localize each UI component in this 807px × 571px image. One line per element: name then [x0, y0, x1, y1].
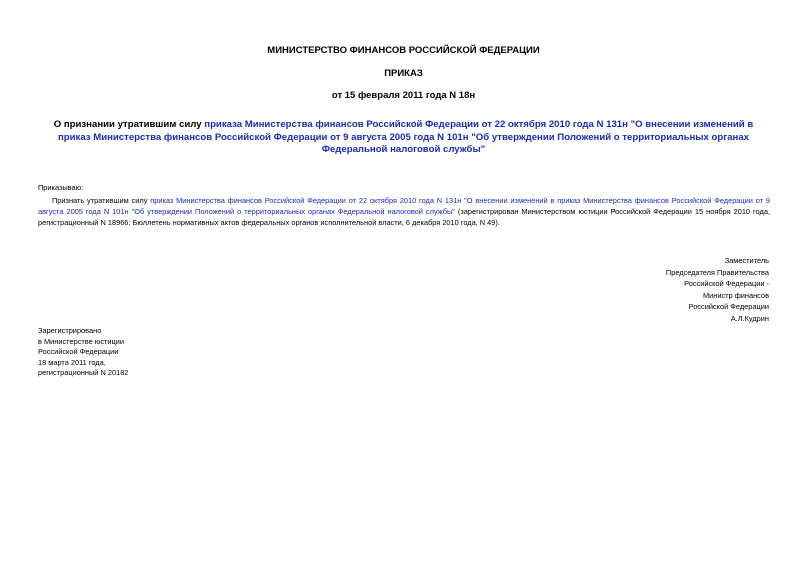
- order-intro: Приказываю:: [38, 183, 84, 192]
- registration-block: [38, 326, 128, 379]
- signature-line: Председателя Правительства: [665, 267, 769, 277]
- ministry-name: МИНИСТЕРСТВО ФИНАНСОВ РОССИЙСКОЙ ФЕДЕРАЦИИ: [267, 45, 540, 56]
- registration-line: регистрационный N 20182: [38, 368, 129, 377]
- registration-line: в Министерстве юстиции: [38, 336, 125, 346]
- signature-line: Российской Федерации: [688, 302, 769, 311]
- registration-line: 18 марта 2011 года,: [38, 357, 106, 367]
- order-type: ПРИКАЗ: [384, 68, 423, 79]
- order-body-paragraph: [38, 195, 770, 228]
- body-paragraph-prefix: Признать утратившим силу: [52, 196, 151, 205]
- order-title-prefix: О признании утратившим силу: [53, 119, 205, 130]
- body-paragraph-suffix: (зарегистрирован Министерством юстиции Российской Федерации 15 ноября 2010 года, регистрационный N 18966; Бюллетень нормативных актов федеральных органов исполнительной власти, 6 декабря 2010 года, N 49).: [38, 207, 770, 227]
- signature-line: Заместитель: [724, 256, 769, 265]
- body-paragraph-link[interactable]: приказ Министерства финансов Российской Федерации от 22 октября 2010 года N 131н "О внесении изменений в приказ Министерства финансов Российской Федерации от 9 августа 2005 года N 101н "Об утверждении Положений о территориальных органах Федеральной налоговой службы": [38, 196, 770, 216]
- order-title-link[interactable]: приказа Министерства финансов Российской Федерации от 22 октября 2010 года N 131н "О внесении изменений в приказ Министерства финансов Российской Федерации от 9 августа 2005 года N 101н "Об утверждении Положений о территориальных органах Федеральной налоговой службы": [57, 119, 754, 155]
- signature-line: Российской Федерации -: [684, 279, 769, 288]
- signature-name: А.Л.Кудрин: [730, 313, 769, 323]
- registration-line: Российской Федерации: [38, 347, 119, 356]
- registration-line: Зарегистрировано: [38, 326, 102, 335]
- signature-block: [666, 255, 769, 324]
- order-title: [38, 119, 769, 157]
- order-date: от 15 февраля 2011 года N 18н: [331, 90, 476, 101]
- signature-line: Министр финансов: [702, 290, 769, 300]
